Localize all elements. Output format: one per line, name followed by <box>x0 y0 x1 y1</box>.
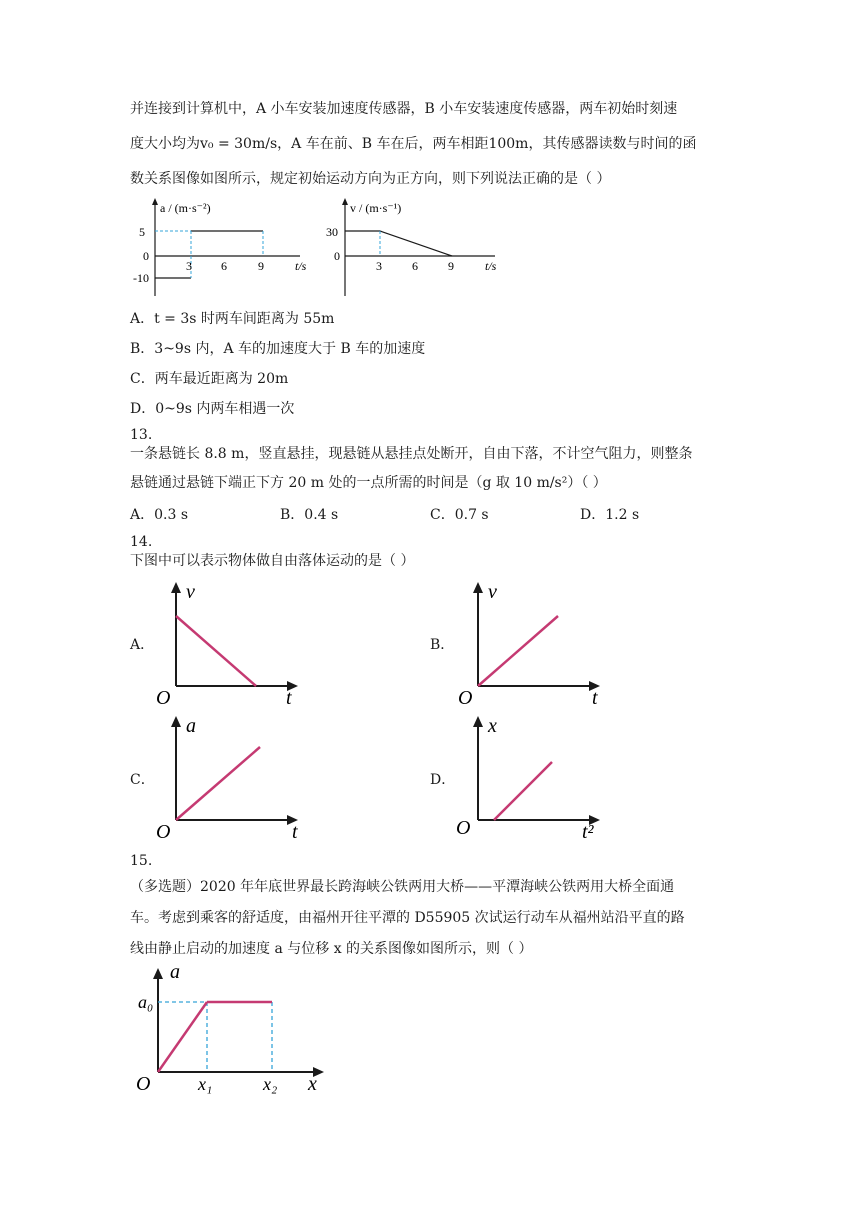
q15-x2-label: x₂ <box>263 1074 278 1094</box>
a-graph-ylabel: a / (m·s⁻²) <box>160 201 211 215</box>
q14-graph-d <box>452 712 612 842</box>
v-graph-xlabel: t/s <box>485 259 497 273</box>
v-segment-2 <box>380 231 452 256</box>
v-tick-30: 30 <box>326 225 338 239</box>
q12-line-2: 度大小均为v₀ = 30m/s，A 车在前、B 车在后，两车相距100m，其传感器读数与时间的函 <box>130 136 697 152</box>
q13-number: 13. <box>130 427 153 443</box>
a-graph-xlabel: t/s <box>295 259 307 273</box>
q14-graph-b <box>452 578 602 708</box>
q12-option-b: B．3~9s 内，A 车的加速度大于 B 车的加速度 <box>130 341 426 357</box>
q14-label-d: D． <box>430 772 456 788</box>
q15-line-2: 车。考虑到乘客的舒适度，由福州开往平潭的 D55905 次试运行动车从福州站沿平直的路 <box>130 910 685 926</box>
graph-a-line <box>176 616 256 686</box>
q15-xlabel: x <box>308 1073 317 1095</box>
q14-label-a: A． <box>130 637 155 653</box>
graph-c-line <box>176 747 260 820</box>
graph-c-xlabel: t <box>292 821 298 843</box>
q15-ylabel: a <box>170 961 180 983</box>
q15-line-1: （多选题）2020 年年底世界最长跨海峡公铁两用大桥——平潭海峡公铁两用大桥全面通 <box>130 879 675 895</box>
q14-graph-a <box>150 578 300 708</box>
q15-acceleration-displacement-graph <box>130 962 330 1102</box>
q14-number: 14. <box>130 534 153 550</box>
q13-option-b: B．0.4 s <box>280 507 339 523</box>
v-tick-x9: 9 <box>448 259 454 273</box>
q13-line-1: 一条悬链长 8.8 m，竖直悬挂，现悬链从悬挂点处断开，自由下落，不计空气阻力，则整条 <box>130 446 693 462</box>
v-tick-x3: 3 <box>376 259 382 273</box>
graph-b-xlabel: t <box>592 687 598 709</box>
q12-line-1: 并连接到计算机中，A 小车安装加速度传感器，B 小车安装速度传感器，两车初始时刻速 <box>130 101 678 117</box>
q12-option-a: A．t = 3s 时两车间距离为 55m <box>130 311 335 327</box>
a-tick-x6: 6 <box>221 259 227 273</box>
q14-graph-c <box>150 712 300 842</box>
a-tick-0: 0 <box>143 249 149 263</box>
graph-c-origin: O <box>156 821 171 843</box>
a-tick-x9: 9 <box>258 259 264 273</box>
a-tick-5: 5 <box>139 225 145 239</box>
graph-d-line <box>494 762 552 820</box>
graph-b-line <box>478 616 558 686</box>
graph-d-origin: O <box>456 817 471 839</box>
q15-a0-label: a₀ <box>138 992 154 1012</box>
v-tick-x6: 6 <box>412 259 418 273</box>
graph-c-ylabel: a <box>186 715 196 737</box>
q15-x1-label: x₁ <box>198 1074 213 1094</box>
q12-acceleration-graph <box>125 196 305 306</box>
q13-option-a: A．0.3 s <box>130 507 189 523</box>
graph-b-ylabel: v <box>488 581 497 603</box>
graph-b-origin: O <box>458 687 473 709</box>
q12-option-d: D．0~9s 内两车相遇一次 <box>130 401 295 417</box>
q15-origin: O <box>136 1073 151 1095</box>
a-x-rising-line <box>158 1002 207 1072</box>
v-tick-0: 0 <box>334 249 340 263</box>
a-tick-x3: 3 <box>186 259 192 273</box>
q15-number: 15. <box>130 853 153 869</box>
graph-a-ylabel: v <box>186 581 195 603</box>
v-graph-ylabel: v / (m·s⁻¹) <box>350 201 402 215</box>
q13-option-c: C．0.7 s <box>430 507 489 523</box>
q13-option-d: D．1.2 s <box>580 507 640 523</box>
q14-label-c: C． <box>130 772 155 788</box>
graph-a-xlabel: t <box>286 687 292 709</box>
q14-stem: 下图中可以表示物体做自由落体运动的是（ ） <box>130 553 415 569</box>
q12-option-c: C．两车最近距离为 20m <box>130 371 289 387</box>
a-tick-minus10: -10 <box>133 271 149 285</box>
q12-line-3: 数关系图像如图所示，规定初始运动方向为正方向，则下列说法正确的是（ ） <box>130 171 611 187</box>
graph-d-xlabel: t² <box>582 821 594 843</box>
q15-line-3: 线由静止启动的加速度 a 与位移 x 的关系图像如图所示，则（ ） <box>130 941 533 957</box>
q14-label-b: B． <box>430 637 455 653</box>
q12-velocity-graph <box>320 196 505 306</box>
graph-a-origin: O <box>156 687 171 709</box>
graph-d-ylabel: x <box>488 715 497 737</box>
q13-line-2: 悬链通过悬链下端正下方 20 m 处的一点所需的时间是（g 取 10 m/s²）（ ） <box>130 475 607 491</box>
